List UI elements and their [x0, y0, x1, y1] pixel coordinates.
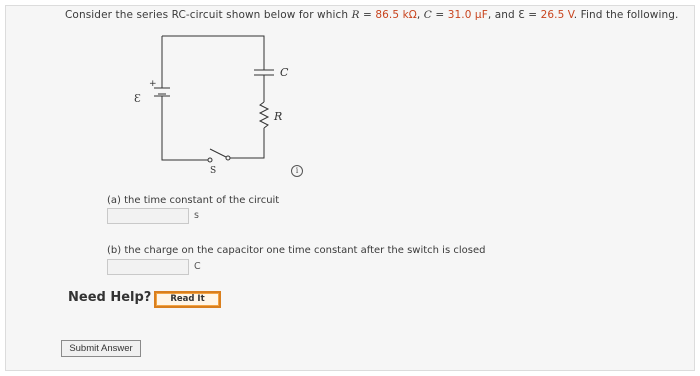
question-text: Consider the series RC-circuit shown below for which R = 86.5 kΩ, C = 31.0 µF, and Ɛ = 26.5 V. Find the following.: [65, 9, 679, 21]
capacitor-label: C: [280, 66, 289, 79]
part-a-answer-input[interactable]: [107, 208, 189, 224]
question-panel: [5, 5, 695, 371]
r-value: 86.5 kΩ: [375, 9, 417, 21]
resistor-label: R: [274, 110, 283, 123]
part-a-unit: s: [194, 210, 199, 221]
switch-contact-right: [226, 156, 230, 160]
read-it-button[interactable]: [154, 291, 221, 308]
emf-label: Ɛ: [134, 92, 141, 105]
read-it-label: Read It: [157, 294, 218, 305]
switch-label: S: [210, 166, 217, 176]
rc-circuit-diagram: [130, 30, 300, 176]
need-help-label: Need Help?: [68, 290, 152, 305]
switch-contact-left: [208, 158, 212, 162]
right-wire: [230, 128, 264, 158]
part-b-unit: C: [194, 261, 201, 272]
info-icon[interactable]: i: [291, 165, 303, 177]
part-b-label: (b) the charge on the capacitor one time constant after the switch is closed: [107, 245, 486, 256]
emf-value: 26.5 V: [540, 9, 574, 21]
submit-answer-button[interactable]: Submit Answer: [61, 340, 141, 357]
resistor-icon: [260, 102, 268, 128]
part-b-answer-input[interactable]: [107, 259, 189, 275]
top-wire: [162, 36, 264, 70]
plus-label: +: [149, 79, 157, 89]
bottom-left-wire: [162, 100, 208, 160]
switch-arm: [210, 149, 226, 157]
c-value: 31.0 µF: [447, 9, 488, 21]
part-a-label: (a) the time constant of the circuit: [107, 195, 280, 206]
